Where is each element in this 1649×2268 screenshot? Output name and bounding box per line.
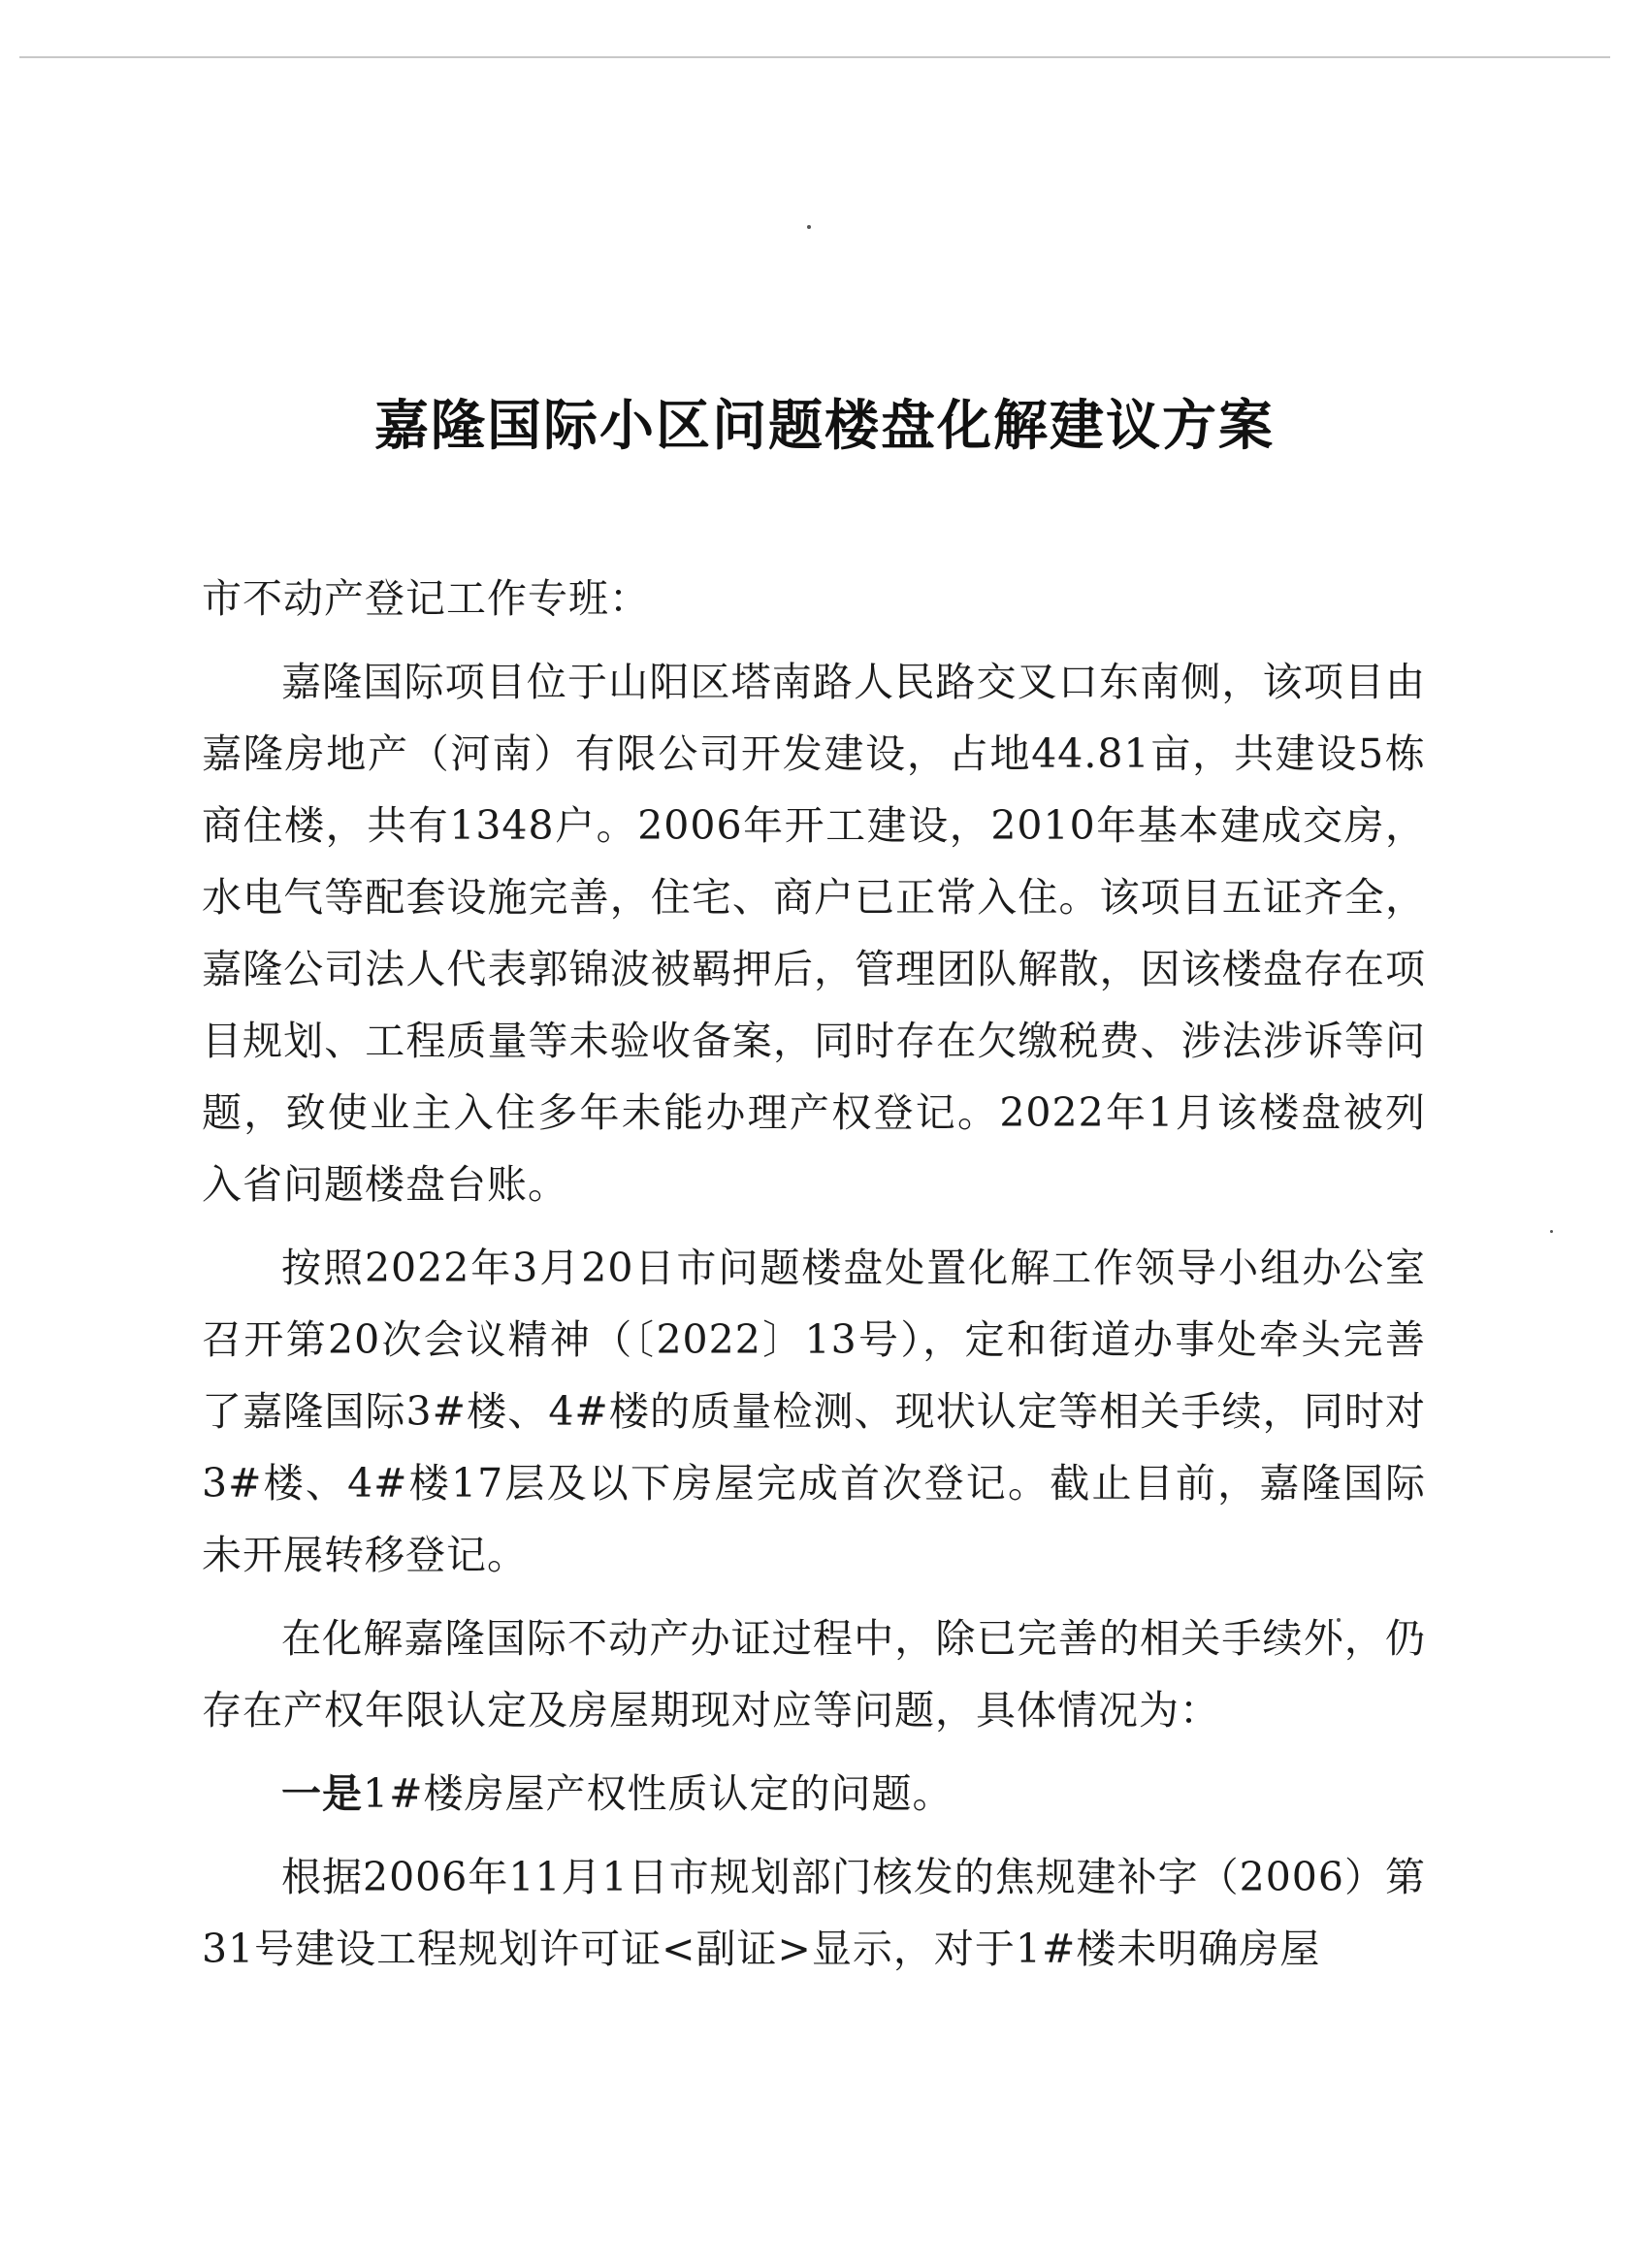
paragraph-planning-permit: 根据2006年11月1日市规划部门核发的焦规建补字（2006）第31号建设工程规划许可证<副证>显示，对于1#楼未明确房屋 [202, 1854, 1426, 1972]
paragraph-project-overview: 嘉隆国际项目位于山阳区塔南路人民路交叉口东南侧，该项目由嘉隆房地产（河南）有限公司开发建设，占地44.81亩，共建设5栋商住楼，共有1348户。2006年开工建设，2010年基本建成交房，水电气等配套设施完善，住宅、商户已正常入住。该项目五证齐全，嘉隆公司法人代表郭锦波被羁押后，管理团队解散，因该楼盘存在项目规划、工程质量等未验收备案，同时存在欠缴税费、涉法涉诉等问题，致使业主入住多年未能办理产权登记。2022年1月该楼盘被列入省问题楼盘台账。 [202, 659, 1426, 1208]
document-title: 嘉隆国际小区问题楼盘化解建议方案 [374, 395, 1275, 458]
section-one-lead: 一是 [281, 1770, 363, 1817]
document-body [202, 563, 1426, 1996]
scan-top-border [19, 56, 1610, 58]
paragraph-meeting-progress: 按照2022年3月20日市问题楼盘处置化解工作领导小组办公室召开第20次会议精神（〔2022〕13号），定和街道办事处牵头完善了嘉隆国际3#楼、4#楼的质量检测、现状认定等相关手续，同时对3#楼、4#楼17层及以下房屋完成首次登记。截止目前，嘉隆国际未开展转移登记。 [202, 1245, 1426, 1578]
section-one-text: 1#楼房屋产权性质认定的问题。 [363, 1770, 954, 1817]
scan-speck [807, 225, 811, 229]
paragraph-remaining-issues: 在化解嘉隆国际不动产办证过程中，除已完善的相关手续外，仍存在产权年限认定及房屋期现对应等问题，具体情况为： [202, 1615, 1426, 1733]
scan-speck [1550, 1230, 1553, 1233]
section-one-heading [202, 1758, 1426, 1830]
salutation: 市不动产登记工作专班： [202, 575, 650, 622]
